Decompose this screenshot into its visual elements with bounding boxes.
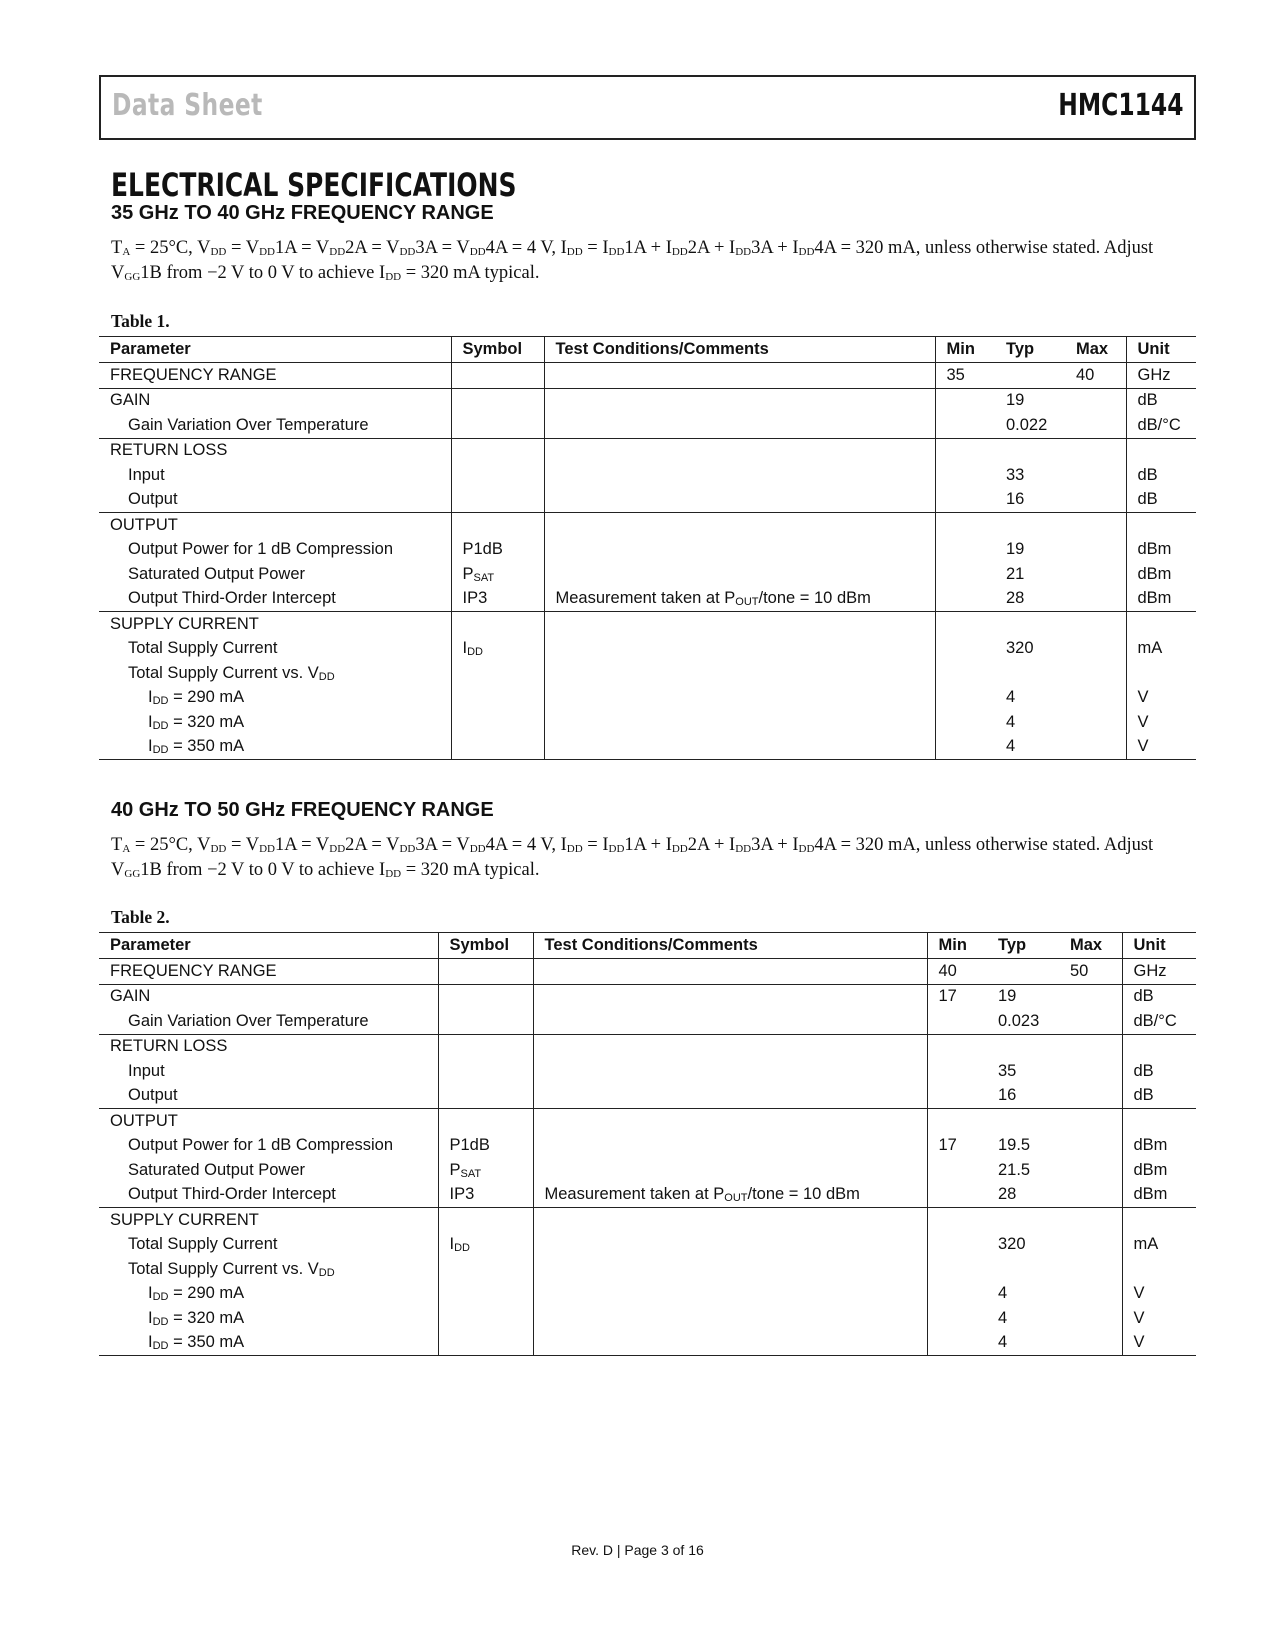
param-cell: $I_{DD} = 320$ mA: [99, 710, 451, 735]
conditions-cell: Measurement taken at $P_{OUT}$/tone = 10 dBm: [544, 587, 935, 612]
doc-type-label: Data Sheet: [112, 88, 263, 123]
param-cell: Total Supply Current vs. $V_{DD}$: [99, 1257, 438, 1282]
param-cell: FREQUENCY RANGE: [99, 959, 438, 985]
spec-table-2: [99, 932, 1196, 1356]
section-title: ELECTRICAL SPECIFICATIONS: [111, 166, 517, 204]
typ-cell: 4: [1006, 712, 1016, 731]
param-cell: $I_{DD} = 350$ mA: [99, 1331, 438, 1356]
typ-cell: 19: [1006, 540, 1025, 559]
symbol-cell: $P_{SAT}$: [438, 1158, 533, 1183]
table-row: [99, 587, 1196, 612]
unit-cell: dB: [1122, 984, 1196, 1009]
unit-cell: V: [1137, 712, 1149, 731]
table-row: [99, 1208, 1196, 1233]
typ-cell: 0.022: [1006, 415, 1048, 434]
typ-cell: 4: [995, 735, 1065, 760]
unit-cell: mA: [1137, 639, 1163, 658]
typ-cell: 16: [998, 1086, 1017, 1105]
unit-cell: dB: [1133, 1061, 1154, 1080]
table-row: [99, 1331, 1196, 1356]
param-cell: Saturated Output Power: [99, 562, 451, 587]
param-cell: RETURN LOSS: [99, 1034, 438, 1059]
table-row: [99, 1233, 1196, 1258]
unit-cell: V: [1133, 1284, 1145, 1303]
symbol-cell: $I_{DD}$: [451, 637, 544, 662]
table-row: [99, 1257, 1196, 1282]
typ-cell: 21.5: [998, 1160, 1031, 1179]
min-cell: 35: [935, 363, 995, 389]
table1-caption: Table 1.: [111, 311, 170, 331]
part-number: HMC1144: [1057, 88, 1183, 123]
symbol-cell: P1dB: [438, 1134, 533, 1159]
typ-cell: 16: [1006, 490, 1025, 509]
table-row: [99, 1059, 1196, 1084]
param-cell: RETURN LOSS: [99, 438, 451, 463]
symbol-cell: $P_{SAT}$: [451, 562, 544, 587]
max-cell: 50: [1059, 959, 1122, 985]
param-cell: GAIN: [99, 388, 451, 413]
page-header: [99, 75, 1196, 140]
unit-cell: dBm: [1137, 540, 1172, 559]
param-cell: OUTPUT: [99, 513, 451, 538]
table-row: [99, 538, 1196, 563]
unit-cell: dBm: [1133, 1160, 1168, 1179]
table-row: [99, 1183, 1196, 1208]
param-cell: Input: [99, 463, 451, 488]
symbol-cell: IP3: [438, 1183, 533, 1208]
table2-heading: 40 GHz TO 50 GHz FREQUENCY RANGE: [111, 799, 494, 821]
param-cell: Output: [99, 1084, 438, 1109]
unit-cell: dBm: [1133, 1185, 1168, 1204]
col-header-unit: Unit: [1122, 933, 1196, 959]
col-header-typ: Typ: [987, 933, 1059, 959]
typ-cell: 19: [987, 984, 1059, 1009]
conditions-cell: Measurement taken at $P_{OUT}$/tone = 10 dBm: [533, 1183, 927, 1208]
unit-cell: dBm: [1133, 1136, 1168, 1155]
typ-cell: 0.023: [998, 1011, 1040, 1030]
table-row: [99, 1134, 1196, 1159]
unit-cell: V: [1133, 1308, 1145, 1327]
symbol-cell: IP3: [451, 587, 544, 612]
col-header-symbol: Symbol: [438, 933, 533, 959]
table-row: [99, 612, 1196, 637]
symbol-cell: $I_{DD}$: [438, 1233, 533, 1258]
unit-cell: dB: [1126, 388, 1196, 413]
table-row: [99, 413, 1196, 438]
param-cell: FREQUENCY RANGE: [99, 363, 451, 389]
unit-cell: dB/°C: [1133, 1011, 1177, 1030]
typ-cell: 320: [1006, 639, 1034, 658]
typ-cell: 19.5: [998, 1136, 1031, 1155]
unit-cell: V: [1126, 735, 1196, 760]
typ-cell: 28: [1006, 589, 1025, 608]
param-cell: $I_{DD} = 290$ mA: [99, 1282, 438, 1307]
param-cell: Gain Variation Over Temperature: [99, 413, 451, 438]
unit-cell: mA: [1133, 1235, 1159, 1254]
table1-conditions: $T_A = 25^\circ C$, $V_{DD} = V_{DD}1A = V_{DD}2A = V_{DD}3A = V_{DD}4A = 4$ V, $I_{DD} = I_{DD}1A + I_{DD}2A + I_{DD}3A + I_{DD}4A = 320$ mA, unless otherwise stated. Adjust $V_{GG}1B$ from −2 V to 0 V to achieve $I_{DD} = 320$ mA typical.: [111, 238, 1154, 283]
unit-cell: GHz: [1126, 363, 1196, 389]
col-header-max: Max: [1059, 933, 1122, 959]
table-row: [99, 388, 1196, 413]
col-header-typ: Typ: [995, 337, 1065, 363]
unit-cell: V: [1137, 688, 1149, 707]
unit-cell: dBm: [1137, 589, 1172, 608]
page-footer: Rev. D | Page 3 of 16: [571, 1542, 704, 1558]
col-header-conditions: Test Conditions/Comments: [533, 933, 927, 959]
typ-cell: 320: [998, 1235, 1026, 1254]
typ-cell: 28: [998, 1185, 1017, 1204]
unit-cell: dB/°C: [1137, 415, 1181, 434]
param-cell: SUPPLY CURRENT: [99, 612, 451, 637]
param-cell: Output Third-Order Intercept: [99, 587, 451, 612]
col-header-symbol: Symbol: [451, 337, 544, 363]
param-cell: Output Third-Order Intercept: [99, 1183, 438, 1208]
table-row: [99, 686, 1196, 711]
min-cell: 40: [927, 959, 987, 985]
table-row: [99, 562, 1196, 587]
table-row: [99, 1158, 1196, 1183]
unit-cell: dB: [1137, 490, 1158, 509]
typ-cell: 4: [987, 1331, 1059, 1356]
table-row: [99, 488, 1196, 513]
table-row: [99, 463, 1196, 488]
param-cell: SUPPLY CURRENT: [99, 1208, 438, 1233]
unit-cell: dBm: [1137, 564, 1172, 583]
table2-caption: Table 2.: [111, 907, 170, 927]
table-row: [99, 1282, 1196, 1307]
typ-cell: 19: [995, 388, 1065, 413]
param-cell: Total Supply Current vs. $V_{DD}$: [99, 661, 451, 686]
typ-cell: 4: [998, 1284, 1008, 1303]
col-header-unit: Unit: [1126, 337, 1196, 363]
table-header-row: [99, 337, 1196, 363]
param-cell: Gain Variation Over Temperature: [99, 1009, 438, 1034]
table-row: [99, 438, 1196, 463]
col-header-min: Min: [935, 337, 995, 363]
param-cell: OUTPUT: [99, 1109, 438, 1134]
table-row: [99, 661, 1196, 686]
table-row: [99, 984, 1196, 1009]
typ-cell: 4: [998, 1308, 1008, 1327]
param-cell: $I_{DD} = 350$ mA: [99, 735, 451, 760]
table-row: [99, 1084, 1196, 1109]
col-header-min: Min: [927, 933, 987, 959]
table-row: [99, 513, 1196, 538]
param-cell: Total Supply Current: [99, 637, 451, 662]
min-cell: 17: [938, 1136, 957, 1155]
col-header-parameter: Parameter: [99, 933, 438, 959]
param-cell: $I_{DD} = 290$ mA: [99, 686, 451, 711]
table-row: [99, 735, 1196, 760]
param-cell: Input: [99, 1059, 438, 1084]
table-row: [99, 637, 1196, 662]
unit-cell: dB: [1133, 1086, 1154, 1105]
col-header-max: Max: [1065, 337, 1126, 363]
min-cell: 17: [927, 984, 987, 1009]
typ-cell: 35: [998, 1061, 1017, 1080]
table-row: [99, 710, 1196, 735]
col-header-parameter: Parameter: [99, 337, 451, 363]
table-row: [99, 363, 1196, 389]
table-row: [99, 959, 1196, 985]
param-cell: Output Power for 1 dB Compression: [99, 538, 451, 563]
unit-cell: dB: [1137, 465, 1158, 484]
max-cell: 40: [1065, 363, 1126, 389]
symbol-cell: P1dB: [451, 538, 544, 563]
typ-cell: 4: [1006, 688, 1016, 707]
table-row: [99, 1009, 1196, 1034]
param-cell: Output Power for 1 dB Compression: [99, 1134, 438, 1159]
unit-cell: GHz: [1122, 959, 1196, 985]
table2-conditions: $T_A = 25^\circ C$, $V_{DD} = V_{DD}1A = V_{DD}2A = V_{DD}3A = V_{DD}4A = 4$ V, $I_{DD} = I_{DD}1A + I_{DD}2A + I_{DD}3A + I_{DD}4A = 320$ mA, unless otherwise stated. Adjust $V_{GG}1B$ from −2 V to 0 V to achieve $I_{DD} = 320$ mA typical.: [111, 835, 1154, 880]
unit-cell: V: [1122, 1331, 1196, 1356]
table-header-row: [99, 933, 1196, 959]
typ-cell: 33: [1006, 465, 1025, 484]
param-cell: Saturated Output Power: [99, 1158, 438, 1183]
spec-table-1: [99, 336, 1196, 760]
param-cell: $I_{DD} = 320$ mA: [99, 1306, 438, 1331]
param-cell: GAIN: [99, 984, 438, 1009]
typ-cell: 21: [1006, 564, 1025, 583]
table-row: [99, 1306, 1196, 1331]
table-row: [99, 1109, 1196, 1134]
param-cell: Total Supply Current: [99, 1233, 438, 1258]
table1-heading: 35 GHz TO 40 GHz FREQUENCY RANGE: [111, 202, 494, 224]
col-header-conditions: Test Conditions/Comments: [544, 337, 935, 363]
table-row: [99, 1034, 1196, 1059]
param-cell: Output: [99, 488, 451, 513]
